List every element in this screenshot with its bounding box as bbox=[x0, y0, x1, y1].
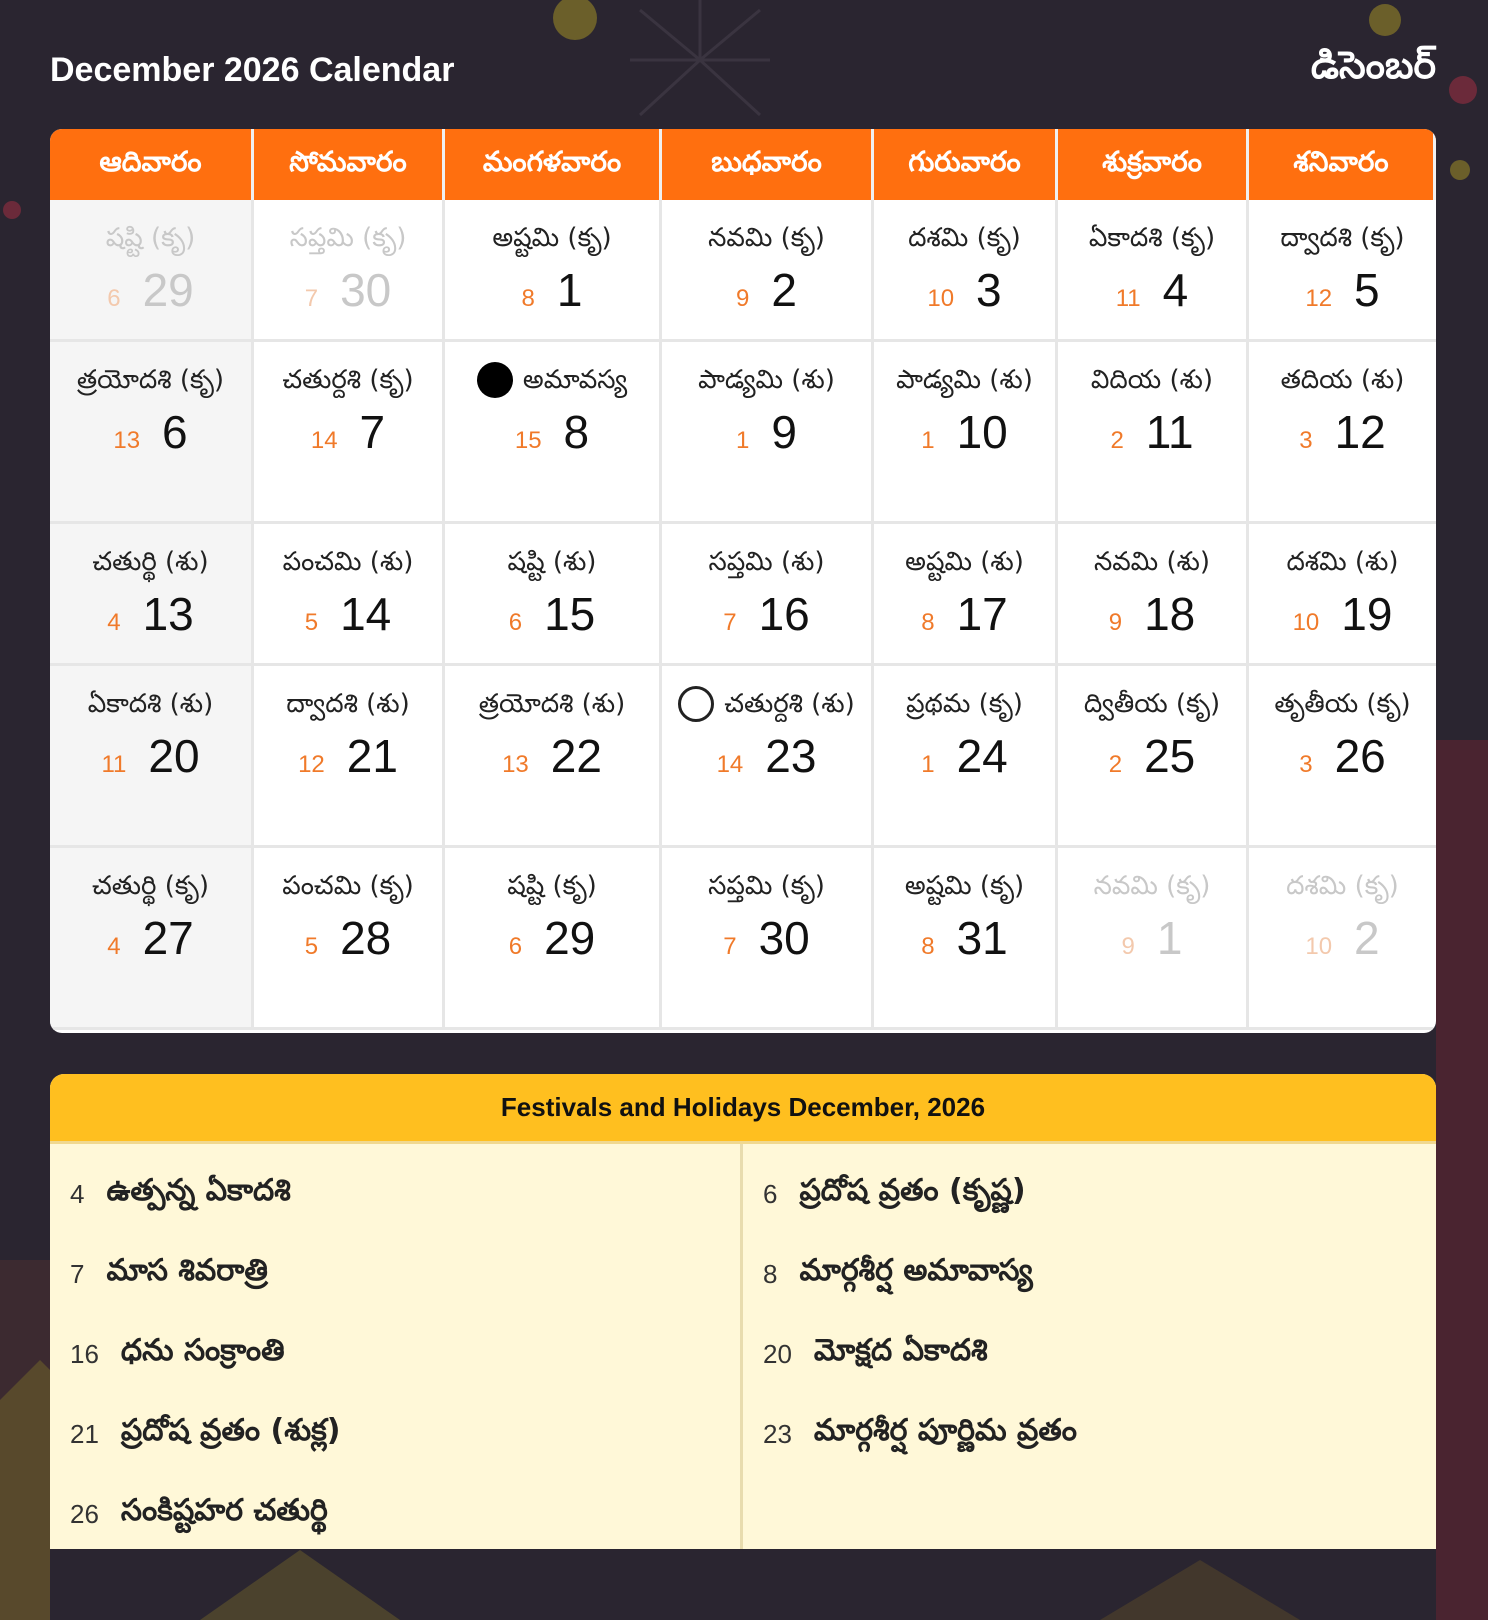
festival-name: ప్రదోష వ్రతం (కృష్ణ) bbox=[799, 1173, 1026, 1208]
tithi-number: 6 bbox=[107, 285, 121, 312]
tithi-text: చతుర్దశి (కృ) bbox=[282, 365, 414, 395]
festival-name: మార్గశీర్ష అమావాస్య bbox=[799, 1253, 1033, 1288]
tithi-number: 5 bbox=[304, 609, 319, 636]
day-number: 24 bbox=[956, 730, 1008, 782]
day-number: 2 bbox=[1354, 912, 1380, 964]
tithi-text: దశమి (కృ) bbox=[908, 223, 1021, 253]
tithi-label bbox=[1083, 218, 1221, 258]
day-number: 3 bbox=[976, 264, 1002, 316]
day-number: 1 bbox=[556, 264, 583, 316]
calendar-day-cell[interactable] bbox=[874, 524, 1058, 666]
calendar-day-cell[interactable] bbox=[50, 524, 254, 666]
tithi-text: నవమి (కృ) bbox=[708, 223, 825, 253]
calendar-day-cell[interactable] bbox=[254, 848, 445, 1030]
festival-date: 8 bbox=[763, 1258, 778, 1289]
date-row bbox=[509, 588, 596, 640]
festival-item[interactable] bbox=[743, 1394, 1436, 1474]
festival-name: సంకిష్టహర చతుర్థి bbox=[120, 1493, 328, 1528]
date-row bbox=[1305, 264, 1379, 316]
tithi-number: 7 bbox=[723, 609, 737, 636]
festival-item[interactable] bbox=[50, 1234, 740, 1314]
date-row bbox=[736, 406, 797, 458]
tithi-text: త్రయోదశి (కృ) bbox=[76, 365, 225, 395]
date-row bbox=[1299, 730, 1386, 782]
tithi-label bbox=[82, 684, 220, 724]
tithi-label bbox=[702, 542, 830, 582]
tithi-text: చతుర్దశి (శు) bbox=[724, 689, 855, 719]
calendar-day-cell[interactable] bbox=[445, 848, 662, 1030]
day-number: 9 bbox=[771, 406, 797, 458]
tithi-label bbox=[702, 866, 831, 906]
date-row bbox=[522, 264, 583, 316]
tithi-number: 13 bbox=[502, 751, 529, 778]
tithi-number: 4 bbox=[107, 609, 121, 636]
festival-item[interactable] bbox=[50, 1394, 740, 1474]
tithi-number: 14 bbox=[310, 427, 338, 454]
date-row bbox=[113, 406, 187, 458]
tithi-label bbox=[86, 542, 214, 582]
day-number: 21 bbox=[346, 730, 398, 782]
festival-name: ధను సంక్రాంతి bbox=[120, 1333, 285, 1368]
tithi-text: అమావస్య bbox=[522, 365, 628, 395]
calendar-day-cell[interactable] bbox=[1249, 342, 1436, 524]
tithi-label bbox=[902, 218, 1027, 258]
calendar-day-cell[interactable] bbox=[50, 342, 254, 524]
tithi-number: 2 bbox=[1108, 751, 1123, 778]
tithi-text: అష్టమి (కృ) bbox=[492, 223, 612, 253]
tithi-label bbox=[276, 360, 419, 400]
festival-date: 16 bbox=[70, 1338, 99, 1369]
day-number: 2 bbox=[771, 264, 797, 316]
calendar-day-cell[interactable] bbox=[662, 200, 874, 342]
day-number: 14 bbox=[340, 588, 392, 640]
festivals-panel bbox=[50, 1074, 1436, 1549]
calendar-day-cell[interactable] bbox=[254, 666, 445, 848]
date-row bbox=[502, 730, 602, 782]
calendar-day-cell[interactable] bbox=[254, 342, 445, 524]
tithi-text: విదియ (శు) bbox=[1090, 365, 1214, 395]
date-row bbox=[515, 406, 589, 458]
date-row bbox=[305, 588, 392, 640]
tithi-text: చతుర్థి (శు) bbox=[92, 547, 209, 577]
date-row bbox=[927, 264, 1001, 316]
day-number: 8 bbox=[563, 406, 590, 458]
calendar-day-cell[interactable] bbox=[1249, 200, 1436, 342]
day-number: 30 bbox=[340, 264, 392, 316]
page-title: December 2026 Calendar bbox=[50, 50, 455, 89]
tithi-text: ఏకాదశి (శు) bbox=[87, 689, 214, 719]
day-number: 19 bbox=[1341, 588, 1393, 640]
tithi-number: 2 bbox=[1110, 427, 1124, 454]
tithi-text: షష్టి (కృ) bbox=[507, 871, 597, 901]
tithi-text: అష్టమి (శు) bbox=[905, 547, 1024, 577]
tithi-label bbox=[890, 360, 1039, 400]
tithi-number: 11 bbox=[1115, 285, 1141, 312]
tithi-label bbox=[280, 684, 415, 724]
calendar-day-cell[interactable] bbox=[662, 666, 874, 848]
tithi-label bbox=[1078, 684, 1226, 724]
calendar-day-cell[interactable] bbox=[662, 848, 874, 1030]
day-number: 26 bbox=[1334, 730, 1386, 782]
festival-date: 4 bbox=[70, 1178, 85, 1209]
tithi-number: 10 bbox=[1305, 933, 1333, 960]
tithi-text: పాడ్యమి (శు) bbox=[896, 365, 1033, 395]
calendar-day-cell[interactable] bbox=[1058, 342, 1249, 524]
date-row bbox=[921, 730, 1008, 782]
tithi-label bbox=[276, 866, 419, 906]
tithi-number: 12 bbox=[1305, 285, 1333, 312]
festivals-left-column bbox=[50, 1144, 743, 1549]
date-row bbox=[723, 912, 810, 964]
tithi-label bbox=[1088, 866, 1217, 906]
full-moon-icon bbox=[678, 686, 714, 722]
calendar-day-cell[interactable] bbox=[50, 200, 254, 342]
date-row bbox=[723, 588, 810, 640]
day-number: 29 bbox=[142, 264, 194, 316]
tithi-number: 1 bbox=[921, 427, 935, 454]
festival-date: 23 bbox=[763, 1418, 792, 1449]
day-number: 16 bbox=[758, 588, 810, 640]
tithi-label bbox=[1275, 360, 1411, 400]
day-number: 22 bbox=[550, 730, 602, 782]
tithi-label bbox=[100, 218, 202, 258]
date-row bbox=[1122, 912, 1183, 964]
calendar-day-cell[interactable] bbox=[445, 200, 662, 342]
date-row bbox=[1109, 588, 1196, 640]
festival-item[interactable] bbox=[50, 1474, 740, 1549]
tithi-text: సప్తమి (శు) bbox=[708, 547, 825, 577]
tithi-text: తృతీయ (కృ) bbox=[1274, 689, 1411, 719]
tithi-text: ప్రథమ (కృ) bbox=[906, 689, 1023, 719]
festival-item[interactable] bbox=[50, 1314, 740, 1394]
festival-date: 20 bbox=[763, 1338, 792, 1369]
calendar-day-cell[interactable] bbox=[50, 848, 254, 1030]
tithi-text: సప్తమి (కృ) bbox=[708, 871, 825, 901]
date-row bbox=[1110, 406, 1193, 458]
tithi-number: 8 bbox=[521, 285, 535, 312]
festivals-title: Festivals and Holidays December, 2026 bbox=[50, 1074, 1436, 1144]
tithi-label bbox=[1085, 360, 1219, 400]
festival-date: 6 bbox=[763, 1178, 778, 1209]
tithi-text: షష్టి (శు) bbox=[507, 547, 597, 577]
tithi-text: దశమి (కృ) bbox=[1286, 871, 1399, 901]
calendar-day-cell[interactable] bbox=[1058, 524, 1249, 666]
tithi-text: దశమి (శు) bbox=[1286, 547, 1399, 577]
date-row bbox=[107, 912, 194, 964]
tithi-label bbox=[486, 218, 617, 258]
calendar-day-cell[interactable] bbox=[662, 342, 874, 524]
festival-name: ఉత్పన్న ఏకాదశి bbox=[106, 1173, 291, 1208]
tithi-number: 9 bbox=[736, 285, 750, 312]
festival-name: మాస శివరాత్రి bbox=[106, 1253, 268, 1288]
date-row bbox=[717, 730, 817, 782]
tithi-label bbox=[471, 360, 633, 400]
date-row bbox=[736, 264, 797, 316]
weekday-header-wednesday: బుధవారం bbox=[662, 129, 874, 200]
tithi-number: 1 bbox=[736, 427, 750, 454]
tithi-label bbox=[71, 360, 230, 400]
festival-date: 21 bbox=[70, 1418, 99, 1449]
date-row bbox=[509, 912, 596, 964]
calendar-day-cell[interactable] bbox=[1249, 848, 1436, 1030]
day-number: 20 bbox=[148, 730, 200, 782]
tithi-text: పాడ్యమి (శు) bbox=[698, 365, 835, 395]
tithi-number: 13 bbox=[113, 427, 141, 454]
tithi-number: 12 bbox=[298, 751, 325, 778]
tithi-number: 1 bbox=[921, 751, 935, 778]
day-number: 17 bbox=[956, 588, 1008, 640]
festival-item[interactable] bbox=[50, 1154, 740, 1234]
tithi-label bbox=[284, 218, 413, 258]
page-header bbox=[50, 40, 1436, 100]
day-number: 28 bbox=[340, 912, 392, 964]
day-number: 31 bbox=[956, 912, 1008, 964]
date-row bbox=[107, 264, 194, 316]
calendar-grid bbox=[50, 129, 1436, 1033]
date-row bbox=[921, 406, 1008, 458]
festival-date: 7 bbox=[70, 1258, 85, 1289]
calendar-day-cell[interactable] bbox=[874, 666, 1058, 848]
date-row bbox=[305, 912, 392, 964]
calendar-day-cell[interactable] bbox=[445, 666, 662, 848]
tithi-number: 8 bbox=[921, 609, 935, 636]
day-number: 30 bbox=[758, 912, 810, 964]
tithi-text: తదియ (శు) bbox=[1280, 365, 1405, 395]
tithi-text: చతుర్థి (కృ) bbox=[92, 871, 209, 901]
tithi-number: 9 bbox=[1108, 609, 1123, 636]
festival-name: ప్రదోష వ్రతం (శుక్ల) bbox=[120, 1413, 341, 1448]
day-number: 23 bbox=[765, 730, 817, 782]
tithi-text: ఏకాదశి (కృ) bbox=[1088, 223, 1216, 253]
festival-name: మోక్షద ఏకాదశి bbox=[813, 1333, 988, 1368]
tithi-label bbox=[1274, 218, 1410, 258]
date-row bbox=[1293, 588, 1393, 640]
tithi-text: ద్వాదశి (శు) bbox=[286, 689, 410, 719]
day-number: 15 bbox=[544, 588, 596, 640]
tithi-number: 9 bbox=[1121, 933, 1135, 960]
tithi-text: నవమి (శు) bbox=[1093, 547, 1211, 577]
day-number: 13 bbox=[142, 588, 194, 640]
date-row bbox=[305, 264, 392, 316]
festival-item[interactable] bbox=[743, 1234, 1436, 1314]
calendar-day-cell[interactable] bbox=[445, 342, 662, 524]
calendar-day-cell[interactable] bbox=[874, 200, 1058, 342]
new-moon-icon bbox=[477, 362, 513, 398]
tithi-label bbox=[502, 542, 603, 582]
weekday-header-thursday: గురువారం bbox=[874, 129, 1058, 200]
tithi-label bbox=[899, 866, 1030, 906]
tithi-text: పంచమి (శు) bbox=[282, 547, 414, 577]
tithi-number: 7 bbox=[304, 285, 319, 312]
tithi-number: 3 bbox=[1299, 427, 1313, 454]
day-number: 27 bbox=[142, 912, 194, 964]
tithi-text: పంచమి (కృ) bbox=[282, 871, 414, 901]
tithi-label bbox=[900, 684, 1029, 724]
tithi-number: 5 bbox=[304, 933, 319, 960]
tithi-number: 8 bbox=[921, 933, 935, 960]
weekday-header-monday: సోమవారం bbox=[254, 129, 445, 200]
tithi-label bbox=[692, 360, 841, 400]
weekday-header-saturday: శనివారం bbox=[1249, 129, 1436, 200]
date-row bbox=[921, 588, 1008, 640]
festival-item[interactable] bbox=[743, 1314, 1436, 1394]
calendar-day-cell[interactable] bbox=[50, 666, 254, 848]
tithi-label bbox=[1280, 866, 1405, 906]
tithi-text: నవమి (కృ) bbox=[1093, 871, 1211, 901]
day-number: 12 bbox=[1334, 406, 1386, 458]
tithi-label bbox=[702, 218, 831, 258]
date-row bbox=[1299, 406, 1386, 458]
calendar-day-cell[interactable] bbox=[1058, 200, 1249, 342]
day-number: 29 bbox=[544, 912, 596, 964]
day-number: 1 bbox=[1156, 912, 1183, 964]
day-number: 7 bbox=[359, 406, 386, 458]
festival-date: 26 bbox=[70, 1498, 99, 1529]
festivals-right-column bbox=[743, 1144, 1436, 1549]
calendar-day-cell[interactable] bbox=[1249, 666, 1436, 848]
tithi-number: 7 bbox=[723, 933, 737, 960]
date-row bbox=[1109, 730, 1196, 782]
tithi-label bbox=[86, 866, 215, 906]
date-row bbox=[1116, 264, 1189, 316]
day-number: 5 bbox=[1354, 264, 1380, 316]
tithi-number: 4 bbox=[107, 933, 121, 960]
festival-item[interactable] bbox=[743, 1154, 1436, 1234]
tithi-number: 14 bbox=[716, 751, 744, 778]
day-number: 25 bbox=[1144, 730, 1196, 782]
tithi-text: సప్తమి (కృ) bbox=[289, 223, 407, 253]
tithi-label bbox=[1088, 542, 1216, 582]
tithi-number: 6 bbox=[508, 609, 523, 636]
date-row bbox=[311, 406, 385, 458]
tithi-number: 10 bbox=[927, 285, 955, 312]
tithi-number: 6 bbox=[508, 933, 523, 960]
tithi-label bbox=[1280, 542, 1404, 582]
calendar-day-cell[interactable] bbox=[1058, 666, 1249, 848]
tithi-number: 11 bbox=[101, 751, 127, 778]
tithi-number: 3 bbox=[1299, 751, 1313, 778]
day-number: 11 bbox=[1145, 406, 1194, 458]
weekday-header-friday: శుక్రవారం bbox=[1058, 129, 1249, 200]
weekday-header-tuesday: మంగళవారం bbox=[445, 129, 662, 200]
tithi-label bbox=[277, 542, 420, 582]
calendar-day-cell[interactable] bbox=[874, 342, 1058, 524]
tithi-text: అష్టమి (కృ) bbox=[904, 871, 1025, 901]
calendar-day-cell[interactable] bbox=[1249, 524, 1436, 666]
calendar-day-cell[interactable] bbox=[1058, 848, 1249, 1030]
tithi-text: ద్వితీయ (కృ) bbox=[1083, 689, 1221, 719]
festival-name: మార్గశీర్ష పూర్ణిమ వ్రతం bbox=[813, 1413, 1077, 1448]
day-number: 6 bbox=[162, 406, 188, 458]
tithi-label bbox=[501, 866, 603, 906]
date-row bbox=[101, 730, 199, 782]
tithi-label bbox=[473, 684, 632, 724]
month-name-telugu: డిసెంబర్ bbox=[1310, 43, 1436, 87]
calendar-day-cell[interactable] bbox=[874, 848, 1058, 1030]
calendar-day-cell[interactable] bbox=[254, 524, 445, 666]
tithi-label bbox=[1268, 684, 1416, 724]
date-row bbox=[921, 912, 1008, 964]
tithi-label bbox=[672, 684, 861, 724]
tithi-text: త్రయోదశి (శు) bbox=[478, 689, 626, 719]
calendar-day-cell[interactable] bbox=[254, 200, 445, 342]
date-row bbox=[298, 730, 398, 782]
weekday-header-sunday: ఆదివారం bbox=[50, 129, 254, 200]
calendar-day-cell[interactable] bbox=[662, 524, 874, 666]
tithi-text: షష్టి (కృ) bbox=[105, 223, 196, 253]
date-row bbox=[107, 588, 194, 640]
tithi-label bbox=[899, 542, 1030, 582]
day-number: 18 bbox=[1144, 588, 1196, 640]
day-number: 4 bbox=[1162, 264, 1189, 316]
date-row bbox=[1305, 912, 1379, 964]
tithi-text: ద్వాదశి (కృ) bbox=[1280, 223, 1405, 253]
tithi-number: 15 bbox=[514, 427, 542, 454]
tithi-number: 10 bbox=[1292, 609, 1320, 636]
day-number: 10 bbox=[956, 406, 1008, 458]
calendar-day-cell[interactable] bbox=[445, 524, 662, 666]
